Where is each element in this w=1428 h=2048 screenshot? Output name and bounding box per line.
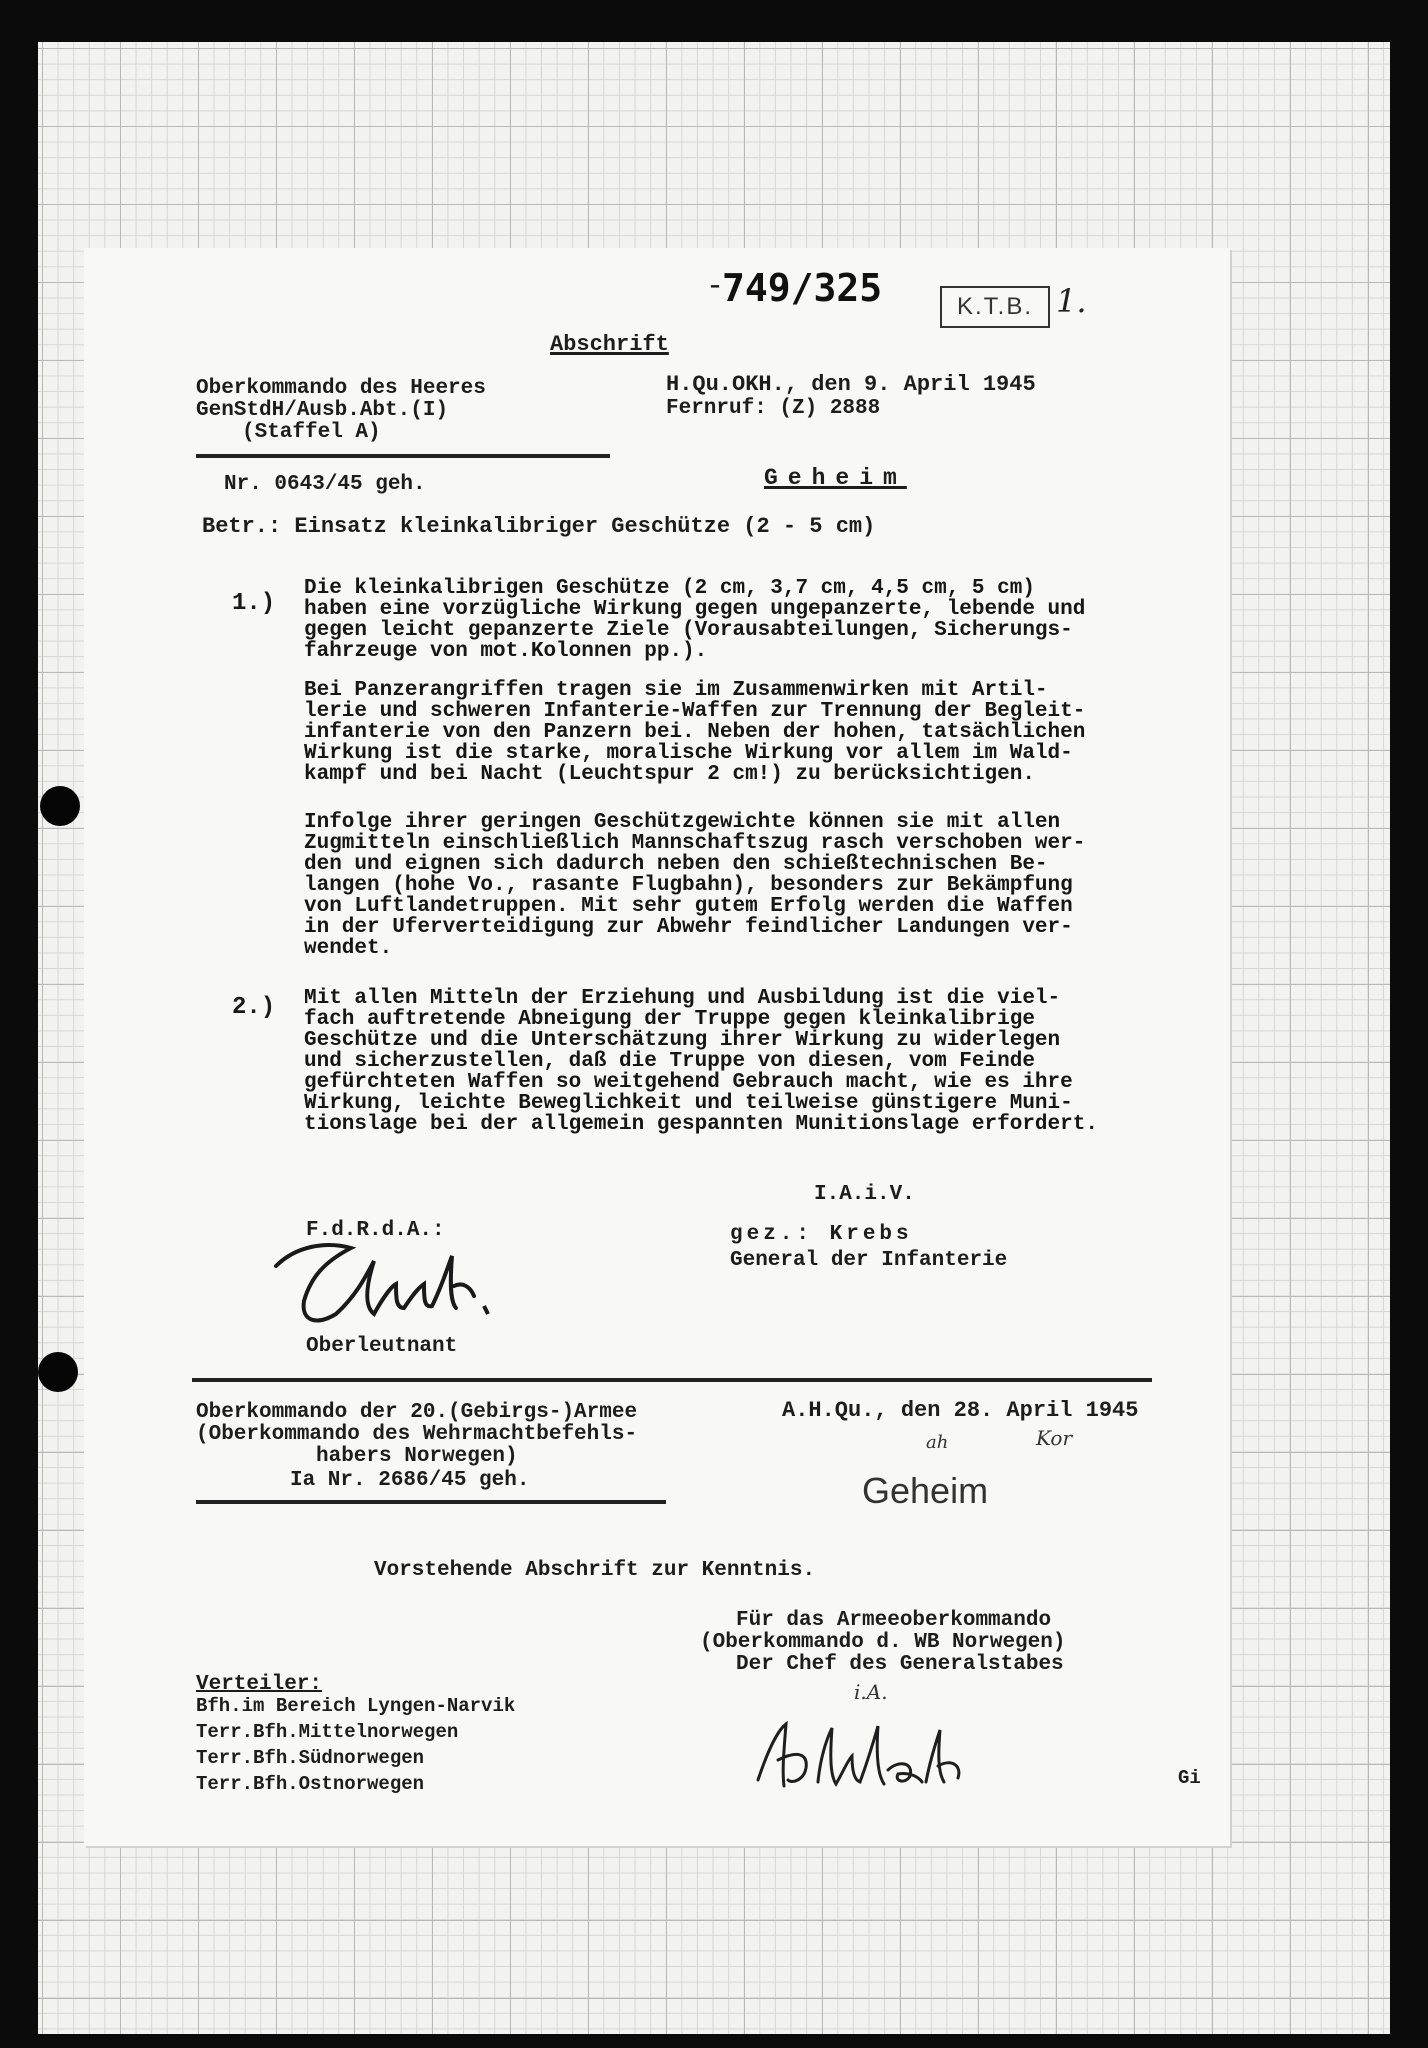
geheim-stamp: Geheim <box>862 1470 989 1511</box>
text-line: lerie und schweren Infanterie-Waffen zur Trennung der Begleit- <box>304 700 1086 723</box>
sender-line-3: (Staffel A) <box>242 421 381 444</box>
point-1-paragraph-2 <box>304 680 1164 785</box>
iav-label: I.A.i.V. <box>814 1183 915 1206</box>
punch-hole-bottom <box>38 1352 78 1392</box>
text-line: langen (hohe Vo., rasante Flugbahn), besonders zur Bekämpfung <box>304 874 1073 897</box>
document-sheet <box>84 248 1230 1846</box>
text-line: Mit allen Mitteln der Erziehung und Ausbildung ist die viel- <box>304 987 1061 1010</box>
forward-sender-line-1: Oberkommando der 20.(Gebirgs-)Armee <box>196 1401 638 1424</box>
text-line: Geschütze und die Unterschätzung ihrer Wirkung zu widerlegen <box>304 1029 1061 1052</box>
point-2-number: 2.) <box>232 994 276 1021</box>
distribution-item: Terr.Bfh.Mittelnorwegen <box>196 1721 459 1743</box>
text-line: Die kleinkalibrigen Geschütze (2 cm, 3,7 cm, 4,5 cm, 5 cm) <box>304 577 1035 600</box>
separator-rule <box>192 1378 1152 1382</box>
point-2-paragraph-1 <box>304 988 1164 1135</box>
text-line: Zugmitteln einschließlich Mannschaftszug rasch verschoben wer- <box>304 832 1086 855</box>
sender-line-2: GenStdH/Ausb.Abt.(I) <box>196 399 449 422</box>
text-line: gegen leicht gepanzerte Ziele (Vorausabteilungen, Sicherungs- <box>304 619 1073 642</box>
phone: Fernruf: (Z) 2888 <box>666 397 881 420</box>
point-1-number: 1.) <box>232 590 276 617</box>
text-line: infanterie von den Panzern bei. Neben der hohen, tatsächlichen <box>304 721 1086 744</box>
text-line: den und eignen sich dadurch neben den schießtechnischen Be- <box>304 853 1048 876</box>
forward-place-date: A.H.Qu., den 28. April 1945 <box>782 1398 1139 1423</box>
text-line: Infolge ihrer geringen Geschützgewichte können sie mit allen <box>304 811 1061 834</box>
text-line: Bei Panzerangriffen tragen sie im Zusammenwirken mit Artil- <box>304 679 1048 702</box>
hand-note-ah: ah <box>926 1432 949 1453</box>
for-line-2: (Oberkommando d. WB Norwegen) <box>700 1631 1066 1654</box>
text-line: tionslage bei der allgemein gespannten Munitionslage erfordert. <box>304 1113 1098 1136</box>
distribution-item: Bfh.im Bereich Lyngen-Narvik <box>196 1695 516 1717</box>
distribution-item: Terr.Bfh.Ostnorwegen <box>196 1773 425 1795</box>
text-line: und sicherzustellen, daß die Truppe von diesen, vom Feinde <box>304 1050 1035 1073</box>
reference-number: 749/325 <box>722 266 883 310</box>
point-1-paragraph-3 <box>304 812 1164 959</box>
signed-krebs: gez.: Krebs <box>730 1223 913 1246</box>
forward-sender-line-3: habers Norwegen) <box>316 1445 518 1468</box>
distribution-item: Terr.Bfh.Südnorwegen <box>196 1747 425 1769</box>
text-line: fahrzeuge von mot.Kolonnen pp.). <box>304 640 708 663</box>
text-line: fach auftretende Abneigung der Truppe gegen kleinkalibrige <box>304 1008 1035 1031</box>
hand-note-ia: i.A. <box>854 1680 888 1704</box>
text-line: von Luftlandetruppen. Mit sehr gutem Erfolg werden die Waffen <box>304 895 1073 918</box>
forward-file-number: Ia Nr. 2686/45 geh. <box>290 1469 530 1492</box>
punch-hole-top <box>40 786 80 826</box>
text-line: kampf und bei Nacht (Leuchtspur 2 cm!) zu berücksichtigen. <box>304 763 1035 786</box>
forward-sender-underline <box>196 1500 666 1504</box>
file-number: Nr. 0643/45 geh. <box>224 473 426 496</box>
chief-of-staff-signature <box>748 1710 1108 1800</box>
krebs-rank: General der Infanterie <box>730 1249 1008 1272</box>
for-line-1: Für das Armeeoberkommando <box>736 1609 1052 1632</box>
text-line: in der Uferverteidigung zur Abwehr feindlicher Landungen ver- <box>304 916 1073 939</box>
distribution-heading: Verteiler: <box>196 1673 323 1696</box>
ktb-stamp: K.T.B. <box>940 286 1050 328</box>
hand-note-kor: Kor <box>1036 1426 1073 1450</box>
text-line: Wirkung, leichte Beweglichkeit und teilweise günstigere Muni- <box>304 1092 1073 1115</box>
text-line: haben eine vorzügliche Wirkung gegen ungepanzerte, lebende und <box>304 598 1086 621</box>
reference-dash: - <box>706 270 725 304</box>
text-line: gefürchteten Waffen so weitgehend Gebrauch macht, wie es ihre <box>304 1071 1073 1094</box>
document-title: Abschrift <box>550 332 669 357</box>
sender-line-1: Oberkommando des Heeres <box>196 377 486 400</box>
classification: Geheim <box>764 465 907 491</box>
forward-sender-line-2: (Oberkommando des Wehrmachtbefehls- <box>196 1423 638 1446</box>
forward-note: Vorstehende Abschrift zur Kenntnis. <box>374 1559 816 1582</box>
subject: Betr.: Einsatz kleinkalibriger Geschütze (2 - 5 cm) <box>202 514 876 539</box>
fdr-label: F.d.R.d.A.: <box>306 1219 445 1242</box>
for-line-3: Der Chef des Generalstabes <box>736 1653 1064 1676</box>
sender-underline <box>196 454 610 458</box>
initials: Gi <box>1178 1767 1201 1789</box>
point-1-paragraph-1 <box>304 578 1164 662</box>
place-date: H.Qu.OKH., den 9. April 1945 <box>666 372 1036 397</box>
officer-rank: Oberleutnant <box>306 1335 458 1358</box>
text-line: Wirkung ist die starke, moralische Wirkung vor allem im Wald- <box>304 742 1073 765</box>
ktb-handwritten-mark: 1. <box>1056 282 1087 320</box>
text-line: wendet. <box>304 937 393 960</box>
